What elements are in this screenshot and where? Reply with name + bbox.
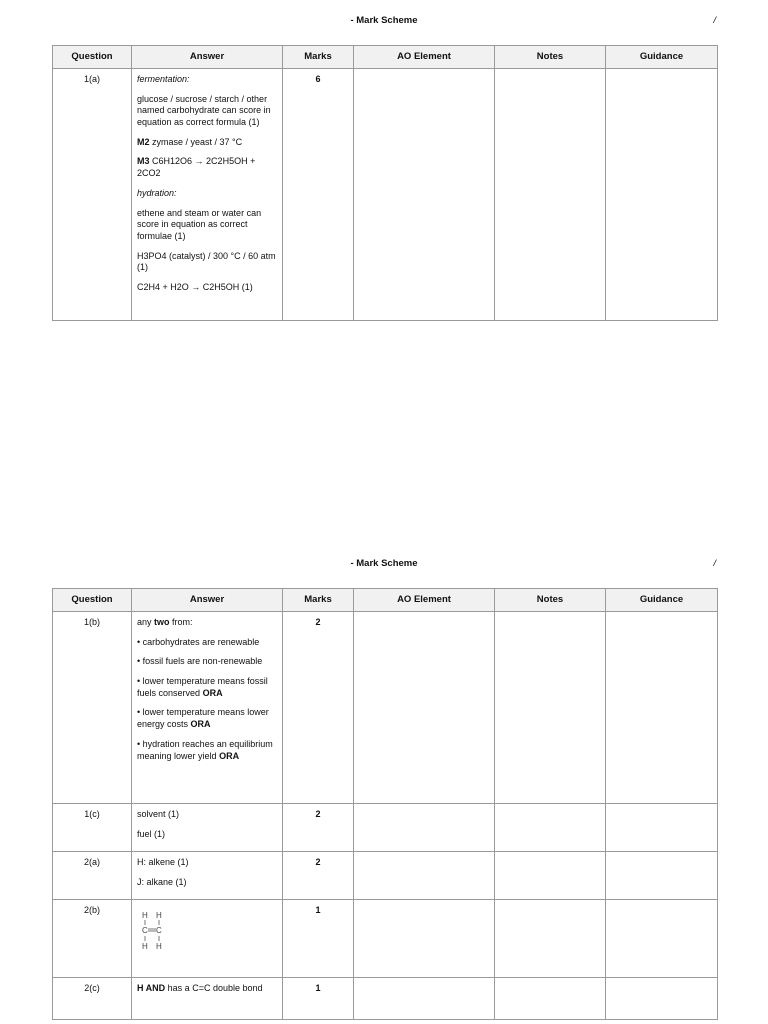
atom-label: C — [156, 926, 162, 935]
table-row — [53, 852, 718, 900]
fermentation-label: fermentation: — [137, 74, 190, 84]
question-number: 2(b) — [53, 900, 132, 978]
col-header-ao-element: AO Element — [354, 589, 495, 612]
notes-cell — [495, 900, 606, 978]
guidance-cell — [606, 900, 718, 978]
page-header-slash: / — [713, 558, 716, 569]
page-header-title: - Mark Scheme — [350, 558, 418, 569]
atom-label: H — [156, 911, 162, 920]
bullet-text: • carbohydrates are renewable — [137, 636, 260, 647]
table-header-row — [53, 589, 718, 612]
col-header-guidance: Guidance — [606, 46, 718, 69]
answer-line: solvent (1) — [137, 809, 180, 819]
page-header — [0, 15, 768, 31]
col-header-notes: Notes — [495, 46, 606, 69]
marks-value: 2 — [283, 852, 354, 900]
bullet-text: • fossil fuels are non-renewable — [137, 656, 263, 667]
marks-value: 2 — [283, 612, 354, 804]
question-number: 1(a) — [53, 69, 132, 321]
intro-bold: two — [154, 617, 170, 627]
ao-element-cell — [354, 69, 495, 321]
answer-cell — [132, 69, 283, 321]
answer-cell — [132, 612, 283, 804]
bullet-text: • lower temperature means fossil fuels conserved — [137, 676, 268, 698]
atom-label: C — [142, 926, 148, 935]
table-row — [53, 978, 718, 1020]
col-header-guidance: Guidance — [606, 589, 718, 612]
question-number: 1(b) — [53, 612, 132, 804]
mark-scheme-table — [52, 588, 718, 1020]
m2-line — [137, 137, 277, 149]
marks-value: 1 — [283, 900, 354, 978]
guidance-cell — [606, 852, 718, 900]
bullet-point — [137, 676, 277, 699]
answer-cell — [132, 900, 283, 978]
ora-tag: ORA — [202, 687, 223, 698]
notes-cell — [495, 852, 606, 900]
table-row — [53, 612, 718, 804]
answer-cell — [132, 852, 283, 900]
answer-cell — [132, 804, 283, 852]
bullet-point — [137, 637, 277, 649]
ao-element-cell — [354, 852, 495, 900]
atom-label: H — [156, 942, 162, 951]
question-number: 2(a) — [53, 852, 132, 900]
col-header-notes: Notes — [495, 589, 606, 612]
intro-post: from: — [169, 617, 193, 627]
marks-value: 1 — [283, 978, 354, 1020]
col-header-marks: Marks — [283, 589, 354, 612]
ao-element-cell — [354, 612, 495, 804]
table-row — [53, 69, 718, 321]
page-header-slash: / — [713, 15, 716, 26]
bullet-point — [137, 707, 277, 730]
guidance-cell — [606, 978, 718, 1020]
col-header-question: Question — [53, 589, 132, 612]
m3-equation: C6H12O6 → 2C2H5OH + 2CO2 — [137, 156, 256, 179]
page-header-title: - Mark Scheme — [350, 15, 418, 26]
hydration-label: hydration: — [137, 187, 177, 198]
answer-line: H: alkene (1) — [137, 857, 189, 867]
hydration-text: ethene and steam or water can score in equation as correct formulae (1) — [137, 207, 262, 241]
guidance-cell — [606, 69, 718, 321]
answer-cell — [132, 978, 283, 1020]
bullet-text: • hydration reaches an equilibrium meaning lower yield — [137, 738, 273, 761]
mark-scheme-table — [52, 45, 718, 321]
notes-cell — [495, 69, 606, 321]
intro-pre: any — [137, 617, 155, 627]
answer-bold: H AND — [137, 983, 166, 993]
col-header-ao-element: AO Element — [354, 46, 495, 69]
m3-line — [137, 156, 277, 179]
ao-element-cell — [354, 978, 495, 1020]
question-number: 1(c) — [53, 804, 132, 852]
notes-cell — [495, 804, 606, 852]
fermentation-text: glucose / sucrose / starch / other named carbohydrate can score in equation as correct formula (1) — [137, 93, 271, 128]
ao-element-cell — [354, 900, 495, 978]
bullet-text: • lower temperature means lower energy costs — [137, 707, 269, 730]
notes-cell — [495, 978, 606, 1020]
page-header — [0, 558, 768, 574]
ethene-structure — [137, 909, 177, 953]
atom-label: H — [142, 911, 148, 920]
m3-label: M3 — [137, 156, 150, 167]
guidance-cell — [606, 804, 718, 852]
m2-text: zymase / yeast / 37 °C — [149, 136, 243, 147]
question-number: 2(c) — [53, 978, 132, 1020]
ora-tag: ORA — [190, 719, 211, 730]
marks-value: 6 — [283, 69, 354, 321]
guidance-cell — [606, 612, 718, 804]
col-header-answer: Answer — [132, 46, 283, 69]
answer-line — [137, 983, 277, 995]
answer-line: J: alkane (1) — [137, 876, 187, 887]
atom-label: H — [142, 942, 148, 951]
table-row — [53, 804, 718, 852]
conditions-text: H3PO4 (catalyst) / 300 °C / 60 atm (1) — [137, 250, 276, 273]
answer-line: fuel (1) — [137, 828, 166, 839]
ora-tag: ORA — [219, 750, 240, 761]
bullet-point — [137, 656, 277, 668]
bullet-point — [137, 739, 277, 762]
col-header-question: Question — [53, 46, 132, 69]
m2-label: M2 — [137, 136, 150, 147]
marks-value: 2 — [283, 804, 354, 852]
hydration-equation: C2H4 + H2O → C2H5OH (1) — [137, 281, 253, 292]
notes-cell — [495, 612, 606, 804]
col-header-answer: Answer — [132, 589, 283, 612]
col-header-marks: Marks — [283, 46, 354, 69]
ao-element-cell — [354, 804, 495, 852]
table-header-row — [53, 46, 718, 69]
table-row — [53, 900, 718, 978]
answer-rest: has a C=C double bond — [165, 983, 263, 993]
intro-line — [137, 617, 277, 629]
